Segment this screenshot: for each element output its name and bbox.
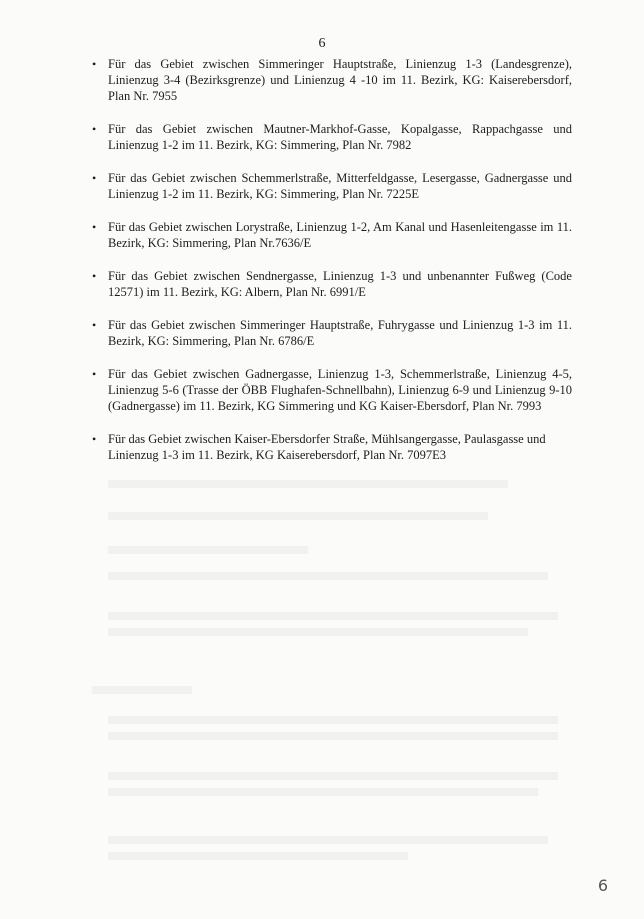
list-item-text: Für das Gebiet zwischen Sendnergasse, Linienzug 1-3 und unbenannter Fußweg (Code 12571) im 11. Bezirk, KG: Albern, Plan Nr. 6991/E — [108, 269, 572, 299]
bleed-through-line — [108, 716, 558, 724]
list-item — [92, 170, 572, 202]
bullet-icon: • — [92, 122, 97, 136]
bleed-through-line — [108, 788, 538, 796]
list-item-text: Für das Gebiet zwischen Lorystraße, Linienzug 1-2, Am Kanal und Hasenleitengasse im 11. Bezirk, KG: Simmering, Plan Nr.7636/E — [108, 220, 572, 250]
bleed-through-line — [108, 852, 408, 860]
bullet-icon: • — [92, 220, 97, 234]
bullet-icon: • — [92, 367, 97, 381]
list-item — [92, 219, 572, 251]
list-item — [92, 268, 572, 300]
bullet-icon: • — [92, 57, 97, 71]
bleed-through-line — [108, 836, 548, 844]
bleed-through-line — [108, 480, 508, 488]
bleed-through-line — [92, 686, 192, 694]
list-item — [92, 317, 572, 349]
bullet-icon: • — [92, 171, 97, 185]
list-item-text: Für das Gebiet zwischen Gadnergasse, Linienzug 1-3, Schemmerlstraße, Linienzug 4-5, Linienzug 5-6 (Trasse der ÖBB Flughafen-Schnellbahn), Linienzug 6-9 und Linienzug 9-10 (Gadnergasse) im 11. Bezirk, KG Simmering und KG Kaiser-Ebersdorf, Plan Nr. 7993 — [108, 367, 572, 413]
bleed-through-line — [108, 732, 558, 740]
list-item — [92, 366, 572, 414]
bleed-through-line — [108, 546, 308, 554]
list-item-text: Für das Gebiet zwischen Mautner-Markhof-Gasse, Kopalgasse, Rappachgasse und Linienzug 1-2 im 11. Bezirk, KG: Simmering, Plan Nr. 7982 — [108, 122, 572, 152]
list-item-text: Für das Gebiet zwischen Kaiser-Ebersdorfer Straße, Mühlsangergasse, Paulasgasse und Linienzug 1-3 im 11. Bezirk, KG Kaiserebersdorf, Plan Nr. 7097E3 — [108, 432, 546, 462]
page-number: 6 — [318, 36, 326, 51]
list-item-text: Für das Gebiet zwischen Simmeringer Hauptstraße, Linienzug 1-3 (Landesgrenze), Linienzug 3-4 (Bezirksgrenze) und Linienzug 4 -10 im 11. Bezirk, KG: Kaiserebersdorf, Plan Nr. 7955 — [108, 57, 572, 103]
list-item — [92, 121, 572, 153]
plan-list — [92, 56, 572, 480]
bullet-icon: • — [92, 269, 97, 283]
bullet-icon: • — [92, 432, 97, 446]
bleed-through-line — [108, 772, 558, 780]
list-item — [92, 56, 572, 104]
bullet-icon: • — [92, 318, 97, 332]
handwritten-page-number: 6 — [597, 876, 608, 895]
bleed-through-line — [108, 628, 528, 636]
list-item-text: Für das Gebiet zwischen Simmeringer Hauptstraße, Fuhrygasse und Linienzug 1-3 im 11. Bezirk, KG: Simmering, Plan Nr. 6786/E — [108, 318, 572, 348]
list-item — [92, 431, 572, 463]
bleed-through-line — [108, 612, 558, 620]
list-item-text: Für das Gebiet zwischen Schemmerlstraße, Mitterfeldgasse, Lesergasse, Gadnergasse und Linienzug 1-2 im 11. Bezirk, KG: Simmering, Plan Nr. 7225E — [108, 171, 572, 201]
bleed-through-line — [108, 512, 488, 520]
bleed-through-line — [108, 572, 548, 580]
